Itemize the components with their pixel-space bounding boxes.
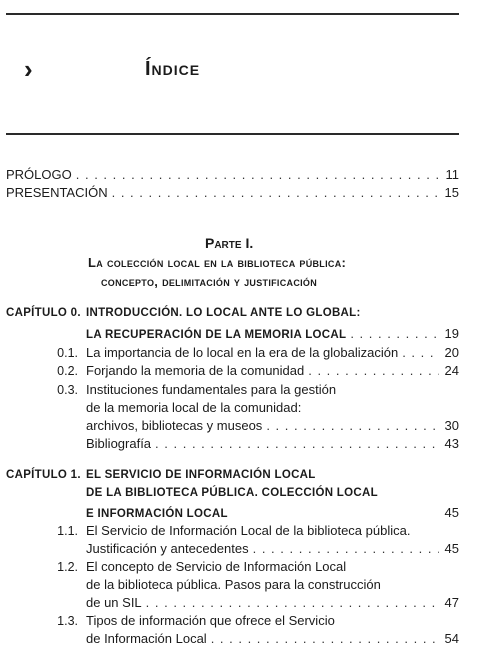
toc-entry-label[interactable]: El Servicio de Información Local de la biblioteca pública. [86,523,411,538]
toc-entry-label: archivos, bibliotecas y museos [86,418,263,433]
toc-entry-label: de un SIL [86,595,142,610]
section-number: 1.2. [57,560,78,574]
toc-entry-page: 54 [444,631,459,646]
toc-entry-label: PRÓLOGO [6,167,72,182]
toc-entry-page: 45 [444,505,459,520]
toc-entry-label: de la memoria local de la comunidad: [86,400,302,415]
toc-entry-page: 45 [444,541,459,556]
chapter-label: CAPÍTULO 1. [6,469,81,481]
toc-entry-chapter1[interactable] [86,506,459,521]
chapter-title: DE LA BIBLIOTECA PÚBLICA. COLECCIÓN LOCAL [86,487,378,499]
toc-entry-section[interactable] [86,596,459,609]
section-number: 0.1. [57,346,78,360]
toc-entry-label[interactable]: Tipos de información que ofrece el Servicio [86,613,335,628]
header-rule [6,133,459,135]
toc-entry-page: 19 [444,326,459,341]
toc-entry-label: Justificación y antecedentes [86,541,249,556]
toc-entry-label: La importancia de lo local en la era de la globalización [86,345,399,360]
part-subtitle: concepto, delimitación y justificación [101,274,318,289]
section-number: 1.3. [57,614,78,628]
chevron-right-icon: › [24,54,33,84]
toc-entry-label: Forjando la memoria de la comunidad [86,363,305,378]
toc-entry-label: PRESENTACIÓN [6,185,108,200]
toc-entry-label[interactable]: El concepto de Servicio de Información Local [86,559,347,574]
top-rule [6,13,459,15]
chapter-label: CAPÍTULO 0. [6,307,81,319]
toc-entry-label: de Información Local [86,631,207,646]
section-number: 0.2. [57,364,78,378]
toc-entry-page: 15 [444,185,459,200]
section-number: 0.3. [57,383,78,397]
toc-entry-page: 11 [445,167,459,182]
toc-entry-section[interactable] [86,632,459,645]
toc-entry-bibliografia[interactable] [86,437,459,450]
toc-entry-page: 43 [444,436,459,451]
toc-entry-section[interactable] [86,542,459,555]
toc-entry-presentacion[interactable] [6,186,459,199]
toc-entry-page: 24 [444,363,459,378]
toc-entry-label: de la biblioteca pública. Pasos para la construcción [86,577,381,592]
toc-entry-label: Bibliografía [86,436,152,451]
part-subtitle: La colección local en la biblioteca pública: [88,255,347,270]
toc-entry-section[interactable] [86,346,459,359]
chapter-title[interactable]: INTRODUCCIÓN. LO LOCAL ANTE LO GLOBAL: [86,307,361,319]
chapter-title: LA RECUPERACIÓN DE LA MEMORIA LOCAL [86,329,347,341]
toc-entry-prologo[interactable] [6,168,459,181]
part-title: Parte I. [205,235,254,251]
toc-entry-section[interactable] [86,419,459,432]
toc-entry-chapter0[interactable] [86,327,459,342]
chapter-title: E INFORMACIÓN LOCAL [86,508,228,520]
toc-entry-page: 47 [444,595,459,610]
section-number: 1.1. [57,524,78,538]
toc-entry-label[interactable]: Instituciones fundamentales para la gestión [86,382,337,397]
page-title: Índice [145,58,201,80]
chapter-title[interactable]: EL SERVICIO DE INFORMACIÓN LOCAL [86,469,316,481]
toc-entry-page: 20 [444,345,459,360]
toc-entry-section[interactable] [86,364,459,377]
toc-entry-page: 30 [444,418,459,433]
